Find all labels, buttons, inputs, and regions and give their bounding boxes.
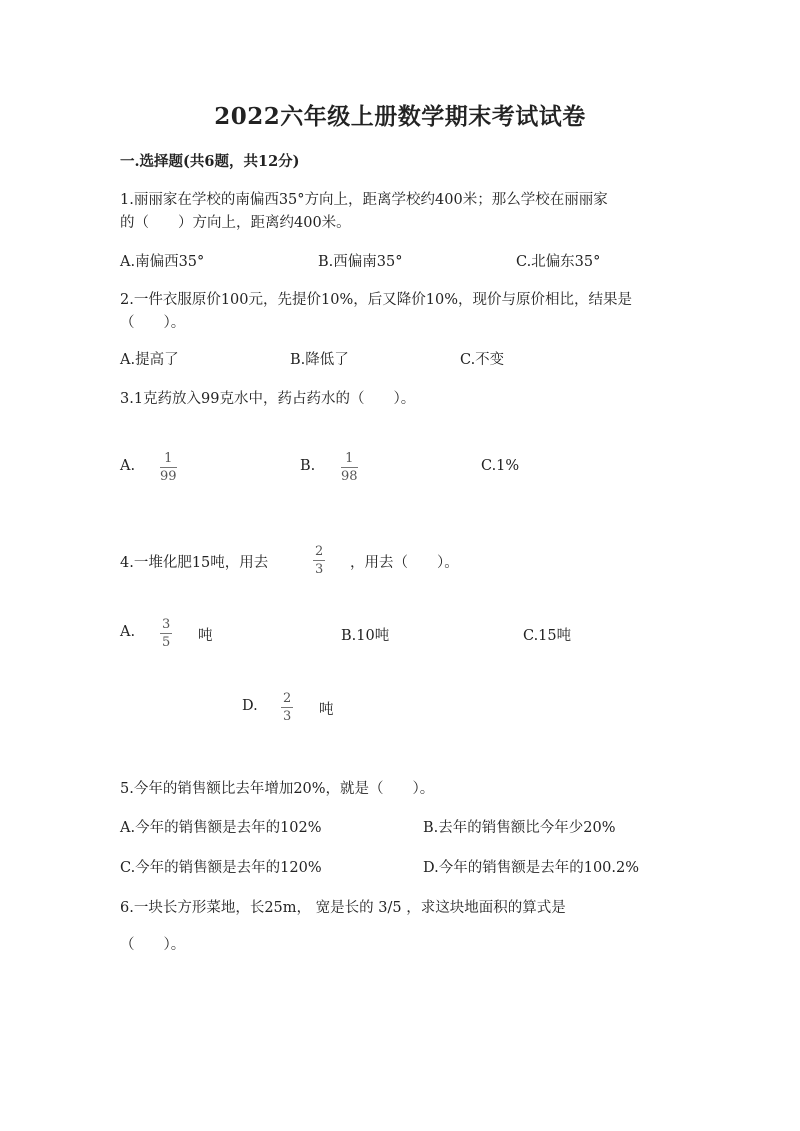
question-2-line-1: 2.一件衣服原价100元，先提价10%，后又降价10%，现价与原价相比，结果是 bbox=[120, 292, 632, 308]
fraction-numerator: 2 bbox=[315, 544, 324, 559]
fraction-numerator: 3 bbox=[162, 617, 171, 632]
question-1-line-1: 1.丽丽家在学校的南偏西35°方向上，距离学校约400米；那么学校在丽丽家 bbox=[120, 192, 608, 208]
question-4-option-a-label: A. bbox=[120, 624, 136, 640]
question-3-line-1: 3.1克药放入99克水中，药占药水的（ ）。 bbox=[120, 391, 416, 407]
fraction-denominator: 98 bbox=[341, 469, 358, 484]
question-3-option-c: C.1% bbox=[481, 458, 520, 474]
question-2-option-b: B.降低了 bbox=[290, 352, 349, 368]
question-2-line-2: （ ）。 bbox=[120, 315, 186, 331]
fraction-denominator: 3 bbox=[283, 709, 292, 724]
question-1-option-b: B.西偏南35° bbox=[318, 254, 403, 270]
question-3-option-b-fraction bbox=[341, 452, 358, 483]
fraction-denominator: 5 bbox=[162, 635, 171, 650]
question-4-text-before: 4.一堆化肥15吨，用去 bbox=[120, 555, 269, 571]
question-4-text-after: ，用去（ ）。 bbox=[350, 555, 459, 571]
question-5-line-1: 5.今年的销售额比去年增加20%，就是（ ）。 bbox=[120, 781, 435, 797]
question-4-option-d-fraction bbox=[281, 692, 293, 723]
section-heading: 一.选择题(共6题，共12分) bbox=[120, 153, 300, 170]
question-5-option-b: B.去年的销售额比今年少20% bbox=[423, 820, 616, 836]
question-4-option-b: B.10吨 bbox=[341, 628, 390, 644]
question-2-option-a: A.提高了 bbox=[120, 352, 179, 368]
fraction-denominator: 99 bbox=[160, 469, 177, 484]
question-4-option-c: C.15吨 bbox=[523, 628, 572, 644]
fraction-denominator: 3 bbox=[315, 562, 324, 577]
fraction-numerator: 1 bbox=[345, 451, 354, 466]
fraction-numerator: 1 bbox=[164, 451, 173, 466]
question-5-option-d: D.今年的销售额是去年的100.2% bbox=[423, 860, 640, 876]
question-2-option-c: C.不变 bbox=[460, 352, 505, 368]
question-1-option-a: A.南偏西35° bbox=[120, 254, 205, 270]
question-3-option-a-label: A. bbox=[120, 458, 136, 474]
question-5-option-a: A.今年的销售额是去年的102% bbox=[120, 820, 322, 836]
question-4-fraction bbox=[313, 545, 325, 576]
question-4-option-a-fraction bbox=[160, 618, 172, 649]
question-4-option-a-unit: 吨 bbox=[198, 628, 213, 644]
question-3-option-a-fraction bbox=[160, 452, 177, 483]
fraction-numerator: 2 bbox=[283, 691, 292, 706]
question-6-line-2: （ ）。 bbox=[120, 937, 186, 953]
question-1-option-c: C.北偏东35° bbox=[516, 254, 601, 270]
question-4-option-d-label: D. bbox=[242, 698, 258, 714]
question-1-line-2: 的（ ）方向上，距离约400米。 bbox=[120, 215, 351, 231]
question-3-option-b-label: B. bbox=[300, 458, 316, 474]
question-4-option-d-unit: 吨 bbox=[319, 702, 334, 718]
page-title: 2022六年级上册数学期末考试试卷 bbox=[214, 103, 586, 130]
question-5-option-c: C.今年的销售额是去年的120% bbox=[120, 860, 322, 876]
question-6-line-1: 6.一块长方形菜地，长25m， 宽是长的 3/5 ，求这块地面积的算式是 bbox=[120, 900, 566, 916]
